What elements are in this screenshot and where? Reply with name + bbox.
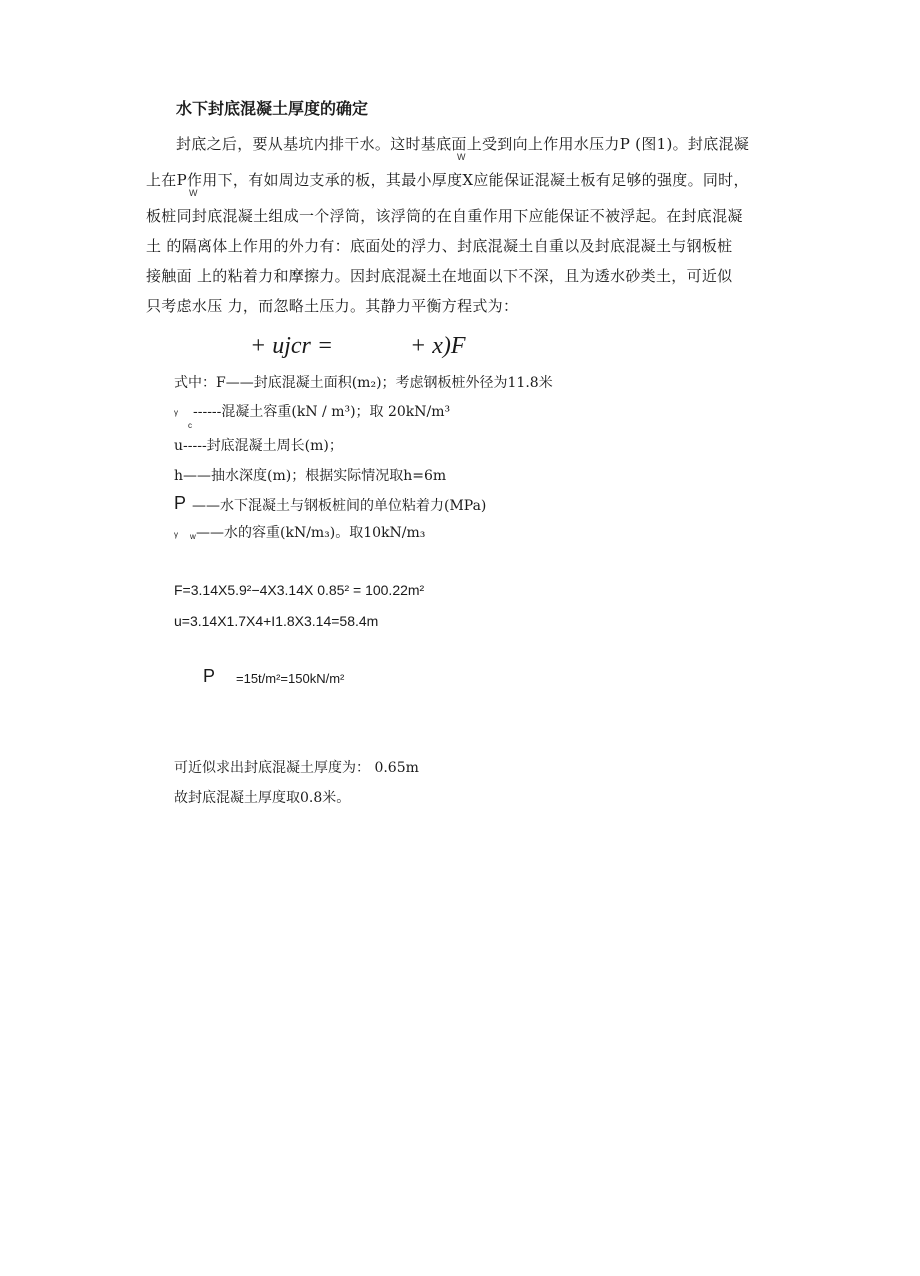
calc-p-symbol: P [203, 666, 216, 686]
paragraph-line-5: 接触面 上的粘着力和摩擦力。因封底混凝土在地面以下不深，且为透水砂类土，可近似 [146, 267, 733, 285]
definition-u: u-----封底混凝土周长(m)； [174, 438, 343, 454]
gamma-w-subscript: w [190, 532, 196, 541]
gamma-w-symbol: γ [174, 530, 178, 539]
calc-p: =15t/m²=150kN/m² [236, 671, 345, 686]
conclusion-line-1: 可近似求出封底混凝土厚度为： 0.65m [174, 760, 419, 776]
subscript-w-2: W [189, 188, 198, 198]
equation-right: + x)F [410, 333, 466, 359]
definition-h: h——抽水深度(m)；根据实际情况取h=6m [174, 468, 447, 484]
conclusion-line-2: 故封底混凝土厚度取0.8米。 [174, 790, 351, 806]
section-title: 水下封底混凝土厚度的确定 [176, 99, 369, 118]
gamma-c-subscript: c [188, 421, 192, 430]
p-symbol: P [174, 493, 187, 513]
gamma-c-symbol: γ [174, 408, 178, 417]
subscript-w-1: W [457, 152, 466, 162]
calc-F: F=3.14X5.9²−4X3.14X 0.85² = 100.22m² [174, 582, 425, 598]
paragraph-line-1: 封底之后，要从基坑内排干水。这时基底面上受到向上作用水压力P (图1)。封底混凝 [176, 135, 750, 153]
definition-gamma-c: ------混凝土容重(kN / m³)；取 20kN/m³ [193, 404, 451, 420]
paragraph-line-6: 只考虑水压 力，而忽略土压力。其静力平衡方程式为： [146, 297, 519, 315]
equation-left: + ujcr = [250, 333, 334, 359]
definition-gamma-w: ——水的容重(kN/m₃)。取10kN/m₃ [196, 525, 426, 541]
paragraph-line-3: 板桩同封底混凝土组成一个浮筒，该浮筒的在自重作用下应能保证不被浮起。在封底混凝 [146, 207, 743, 225]
calc-u: u=3.14X1.7X4+I1.8X3.14=58.4m [174, 613, 379, 629]
paragraph-line-2: 上在P作用下，有如周边支承的板，其最小厚度X应能保证混凝土板有足够的强度。同时， [146, 171, 749, 189]
paragraph-line-4: 土 的隔离体上作用的外力有：底面处的浮力、封底混凝土自重以及封底混凝土与钢板桩 [146, 237, 733, 255]
definition-F: 式中：F——封底混凝土面积(m₂)；考虑钢板桩外径为11.8米 [174, 375, 553, 391]
definition-p: ——水下混凝土与钢板桩间的单位粘着力(MPa) [192, 498, 487, 514]
